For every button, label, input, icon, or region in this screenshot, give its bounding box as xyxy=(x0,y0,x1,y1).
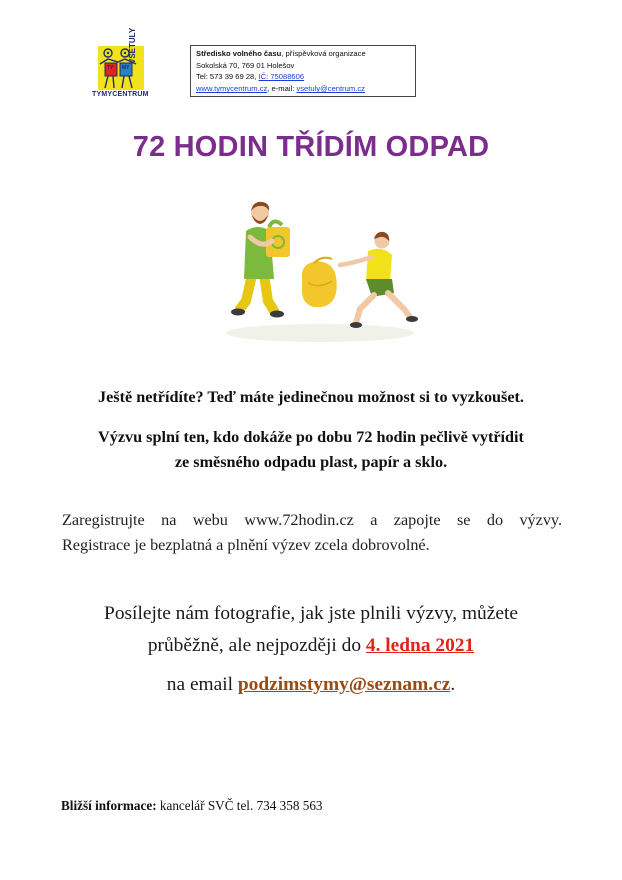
intro-question: Ještě netřídíte? Teď máte jedinečnou možnost si to vyzkoušet. xyxy=(98,388,524,406)
deadline-date: 4. ledna 2021 xyxy=(365,635,475,656)
challenge-line-2: ze směsného odpadu plast, papír a sklo. xyxy=(174,453,448,471)
org-name: Středisko volného času xyxy=(196,49,282,58)
recycling-people-icon xyxy=(222,193,418,343)
email-line xyxy=(0,671,622,699)
email-line-prefix: na email xyxy=(166,674,238,695)
organization-info-box xyxy=(190,45,416,97)
logo-left-text: TYMYCENTRUM xyxy=(92,91,149,98)
email-prefix: , e-mail: xyxy=(267,84,297,94)
org-tel-line xyxy=(196,71,411,83)
page-title: 72 HODIN TŘÍDÍM ODPAD xyxy=(132,131,490,163)
logo-right-text: VŠETULY xyxy=(128,27,137,64)
footer-text: kancelář SVČ tel. 734 358 563 xyxy=(156,798,323,813)
photos-line-2 xyxy=(0,632,622,660)
footer-info xyxy=(61,797,323,815)
challenge-line-1: Výzvu splní ten, kdo dokáže po dobu 72 hodin pečlivě vytřídit xyxy=(98,428,524,446)
registration-line-2: Registrace je bezplatná a plnění výzev zcela dobrovolné. xyxy=(62,536,430,554)
photos-line-1: Posílejte nám fotografie, jak jste plnili výzvy, můžete xyxy=(104,603,518,624)
org-web-line xyxy=(196,83,411,95)
contact-email-link[interactable]: podzimstymy@seznam.cz xyxy=(237,674,451,695)
ic-link[interactable]: IČ: 75088606 xyxy=(258,72,305,82)
email-line-suffix: . xyxy=(450,674,456,695)
photos-line-2-text: průběžně, ale nejpozději do xyxy=(147,635,366,656)
registration-line-1: Zaregistrujte na webu www.72hodin.cz a zapojte se do výzvy. xyxy=(62,511,562,529)
logo-card-right-text: MY xyxy=(122,65,130,71)
email-link[interactable]: vsetuly@centrum.cz xyxy=(296,84,365,94)
org-address: Sokolská 70, 769 01 Holešov xyxy=(196,60,295,70)
web-link[interactable]: www.tymycentrum.cz xyxy=(196,84,268,94)
org-type: , příspěvková organizace xyxy=(281,49,366,58)
recycling-illustration xyxy=(222,193,418,343)
org-name-line xyxy=(196,48,411,60)
tymycentrum-logo xyxy=(92,27,154,102)
logo-card-left-text: TY xyxy=(107,65,114,71)
footer-label: Bližší informace: xyxy=(61,798,157,813)
org-tel: Tel: 573 39 69 28, xyxy=(196,72,259,82)
